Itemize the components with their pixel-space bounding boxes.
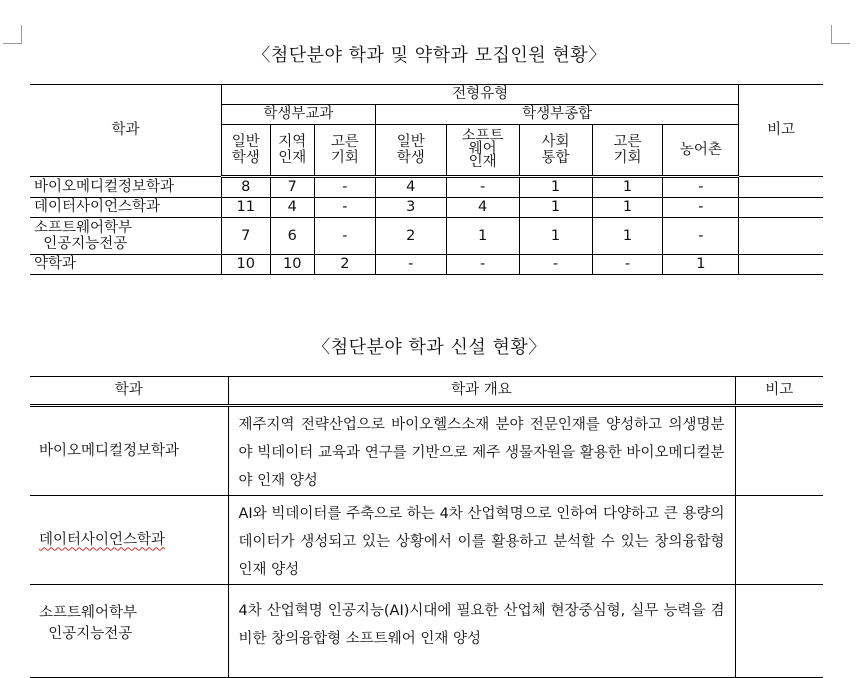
table-row (30, 198, 823, 218)
table-row (30, 255, 823, 275)
new-department-table (30, 376, 823, 678)
cell-value: - (446, 255, 519, 275)
table-row (30, 496, 823, 585)
cell-value: - (446, 177, 519, 198)
sub-header: 고른 기회 (315, 125, 376, 177)
dept-name: 소프트웨어학부 인공지능전공 (30, 585, 228, 678)
cell-value: 1 (519, 177, 592, 198)
cell-value: 1 (592, 198, 663, 218)
dept-name: 데이터사이언스학과 (30, 496, 228, 585)
header-overview: 학과 개요 (228, 377, 735, 406)
cell-value: - (315, 198, 376, 218)
table2-title: 〈첨단분야 학과 신설 현황〉 (312, 337, 547, 358)
dept-name: 바이오메디컬정보학과 (30, 406, 228, 496)
dept-name: 바이오메디컬정보학과 (30, 177, 221, 198)
cell-value: 8 (221, 177, 270, 198)
cell-note (739, 177, 823, 198)
sub-header: 일반 학생 (221, 125, 270, 177)
cell-value: 4 (375, 177, 446, 198)
cell-value: 6 (270, 218, 315, 255)
cell-note (739, 255, 823, 275)
cell-value: - (592, 255, 663, 275)
header-dept: 학과 (30, 85, 221, 177)
dept-overview: 4차 산업혁명 인공지능(AI)시대에 필요한 산업체 현장중심형, 실무 능력을 겸비한 창의융합형 소프트웨어 인재 양성 (228, 585, 735, 678)
cell-value: - (315, 218, 376, 255)
cell-value: - (315, 177, 376, 198)
sub-header: 지역 인재 (270, 125, 315, 177)
dept-name: 데이터사이언스학과 (30, 198, 221, 218)
sub-header: 일반 학생 (375, 125, 446, 177)
header-group-gyogwa: 학생부교과 (221, 105, 375, 125)
cell-value: - (375, 255, 446, 275)
cell-value: 1 (446, 218, 519, 255)
dept-overview: AI와 빅데이터를 주축으로 하는 4차 산업혁명으로 인하여 다양하고 큰 용량의 데이터가 생성되고 있는 상황에서 이를 활용하고 분석할 수 있는 창의융합형 인재 양성 (228, 496, 735, 585)
cell-value: 2 (375, 218, 446, 255)
cell-value: 1 (519, 198, 592, 218)
cell-note (735, 585, 823, 678)
cell-note (735, 496, 823, 585)
cell-value: - (663, 198, 739, 218)
cell-value: 11 (221, 198, 270, 218)
cell-value: 1 (663, 255, 739, 275)
header-group-jonghap: 학생부종합 (375, 105, 739, 125)
header-note: 비고 (739, 85, 823, 177)
sub-header: 사회 통합 (519, 125, 592, 177)
table-row (30, 585, 823, 678)
table-row (30, 406, 823, 496)
dept-name: 소프트웨어학부 인공지능전공 (30, 218, 221, 255)
header-note: 비고 (735, 377, 823, 406)
cell-value: 10 (270, 255, 315, 275)
cell-value: 4 (270, 198, 315, 218)
cell-value: 1 (519, 218, 592, 255)
sub-header: 소프트 웨어 인재 (446, 125, 519, 177)
table-row (30, 218, 823, 255)
table-row (30, 177, 823, 198)
cell-note (735, 406, 823, 496)
cell-value: - (663, 177, 739, 198)
sub-header: 고른 기회 (592, 125, 663, 177)
cell-note (739, 218, 823, 255)
cell-value: 7 (221, 218, 270, 255)
cell-value: 2 (315, 255, 376, 275)
header-admission-type: 전형유형 (221, 85, 738, 105)
cell-value: - (519, 255, 592, 275)
dept-name: 약학과 (30, 255, 221, 275)
cell-value: 4 (446, 198, 519, 218)
header-dept: 학과 (30, 377, 228, 406)
recruitment-table (30, 84, 823, 275)
cell-value: 1 (592, 177, 663, 198)
cell-value: 1 (592, 218, 663, 255)
sub-header: 농어촌 (663, 125, 739, 177)
cell-value: 3 (375, 198, 446, 218)
cell-value: - (663, 218, 739, 255)
cell-value: 10 (221, 255, 270, 275)
cell-note (739, 198, 823, 218)
dept-overview: 제주지역 전략산업으로 바이오헬스소재 분야 전문인재를 양성하고 의생명분야 빅데이터 교육과 연구를 기반으로 제주 생물자원을 활용한 바이오메디컬분야 인재 양성 (228, 406, 735, 496)
cell-value: 7 (270, 177, 315, 198)
table1-title: 〈첨단분야 학과 및 약학과 모집인원 현황〉 (252, 45, 607, 66)
